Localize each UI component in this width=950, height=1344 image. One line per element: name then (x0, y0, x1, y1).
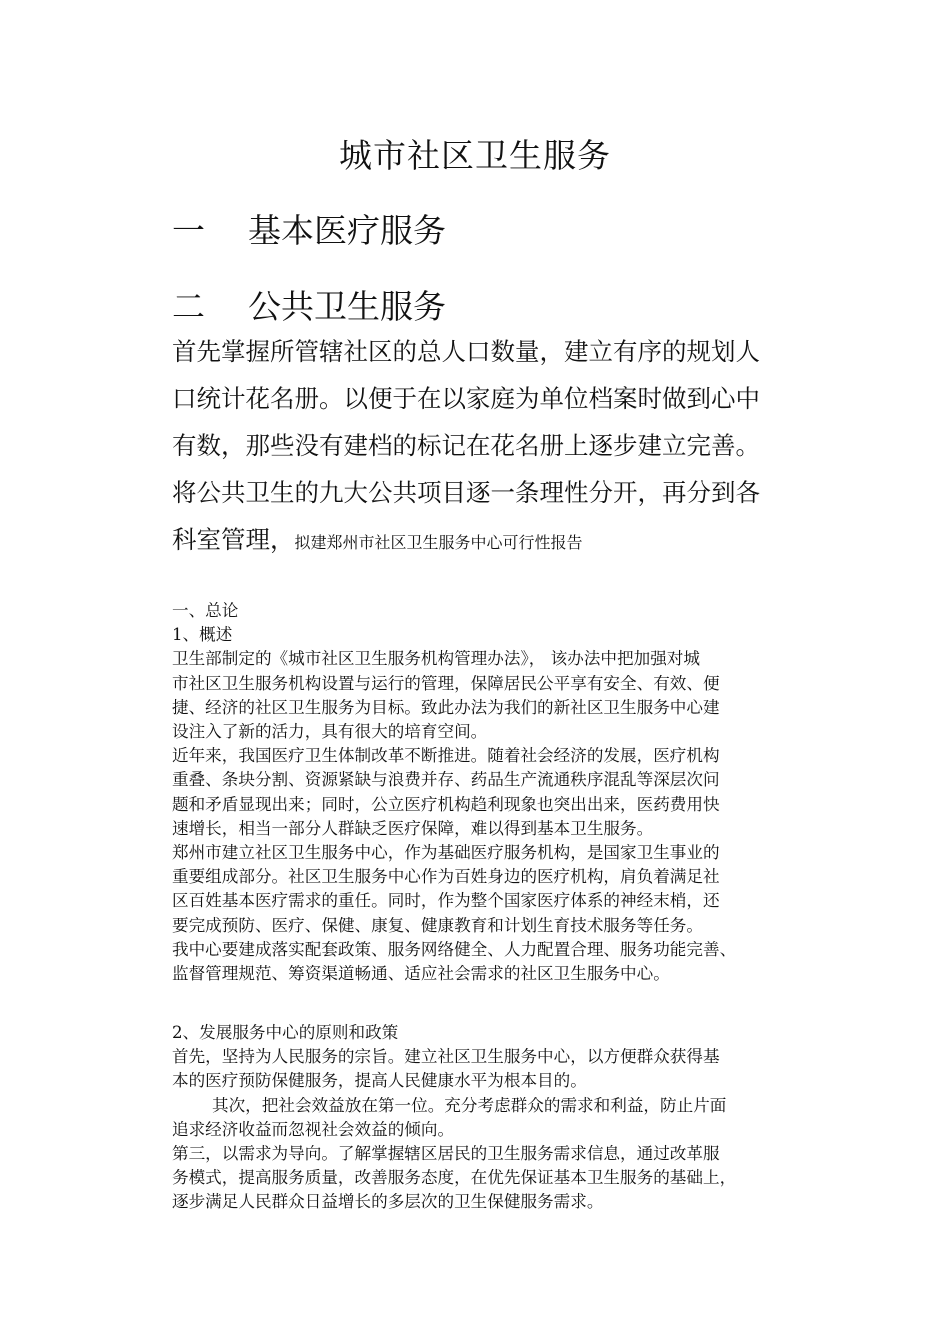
large-paragraph (172, 328, 812, 563)
body-line: 郑州市建立社区卫生服务中心，作为基础医疗服务机构，是国家卫生事业的 (172, 843, 720, 863)
body-line: 要完成预防、医疗、保健、康复、健康教育和计划生育技术服务等任务。 (172, 915, 703, 935)
heading-2-number: 二 (172, 287, 205, 326)
body-line: 近年来，我国医疗卫生体制改革不断推进。随着社会经济的发展，医疗机构 (172, 746, 720, 766)
body-line: 本的医疗预防保健服务，提高人民健康水平为根本目的。 (172, 1071, 587, 1091)
body-line: 卫生部制定的《城市社区卫生服务机构管理办法》， 该办法中把加强对城 (172, 649, 700, 669)
body-line: 速增长，相当一部分人群缺乏医疗保障，难以得到基本卫生服务。 (172, 818, 654, 838)
heading-2-text: 公共卫生服务 (248, 287, 446, 326)
body-section-2 (172, 1021, 832, 1215)
body-line: 捷、经济的社区卫生服务为目标。致此办法为我们的新社区卫生服务中心建 (172, 697, 720, 717)
report-title-inline: 拟建郑州市社区卫生服务中心可行性报告 (294, 533, 583, 552)
heading-1-text: 基本医疗服务 (248, 211, 446, 250)
body-line: 我中心要建成落实配套政策、服务网络健全、人力配置合理、服务功能完善、 (172, 939, 737, 959)
body-line: 2、发展服务中心的原则和政策 (172, 1023, 399, 1042)
body-line: 首先，坚持为人民服务的宗旨。建立社区卫生服务中心，以方便群众获得基 (172, 1047, 720, 1067)
body-line: 逐步满足人民群众日益增长的多层次的卫生保健服务需求。 (172, 1192, 604, 1212)
body-line: 题和矛盾显现出来；同时，公立医疗机构趋利现象也突出出来，医药费用快 (172, 794, 720, 814)
body-line: 监督管理规范、筹资渠道畅通、适应社会需求的社区卫生服务中心。 (172, 964, 670, 984)
body-line: 务模式，提高服务质量，改善服务态度，在优先保证基本卫生服务的基础上， (172, 1168, 737, 1188)
heading-1-number: 一 (172, 211, 205, 250)
body-line: 追求经济收益而忽视社会效益的倾向。 (172, 1119, 455, 1139)
document-title: 城市社区卫生服务 (339, 136, 611, 175)
body-line: 重要组成部分。社区卫生服务中心作为百姓身边的医疗机构，肩负着满足社 (172, 867, 720, 887)
large-line: 首先掌握所管辖社区的总人口数量，建立有序的规划人 (172, 337, 760, 366)
body-line: 一、总论 (172, 601, 239, 620)
large-line-last (172, 516, 812, 563)
body-line: 第三，以需求为导向。了解掌握辖区居民的卫生服务需求信息，通过改革服 (172, 1144, 720, 1164)
body-line: 区百姓基本医疗需求的重任。同时，作为整个国家医疗体系的神经末梢，还 (172, 891, 720, 911)
body-line: 设注入了新的活力，具有很大的培育空间。 (172, 722, 488, 742)
large-line: 口统计花名册。以便于在以家庭为单位档案时做到心中 (172, 384, 760, 413)
large-line: 有数，那些没有建档的标记在花名册上逐步建立完善。 (172, 431, 760, 460)
heading-1 (172, 205, 446, 252)
large-line-text: 科室管理， (172, 525, 295, 554)
heading-2 (172, 281, 446, 328)
body-line: 1、概述 (172, 625, 233, 645)
body-line: 重叠、条块分割、资源紧缺与浪费并存、药品生产流通秩序混乱等深层次问 (172, 770, 720, 790)
large-line: 将公共卫生的九大公共项目逐一条理性分开，再分到各 (172, 478, 760, 507)
body-section-1 (172, 599, 832, 986)
body-line: 市社区卫生服务机构设置与运行的管理，保障居民公平享有安全、有效、便 (172, 673, 720, 693)
body-line-indented: 其次，把社会效益放在第一位。充分考虑群众的需求和利益，防止片面 (212, 1095, 727, 1115)
